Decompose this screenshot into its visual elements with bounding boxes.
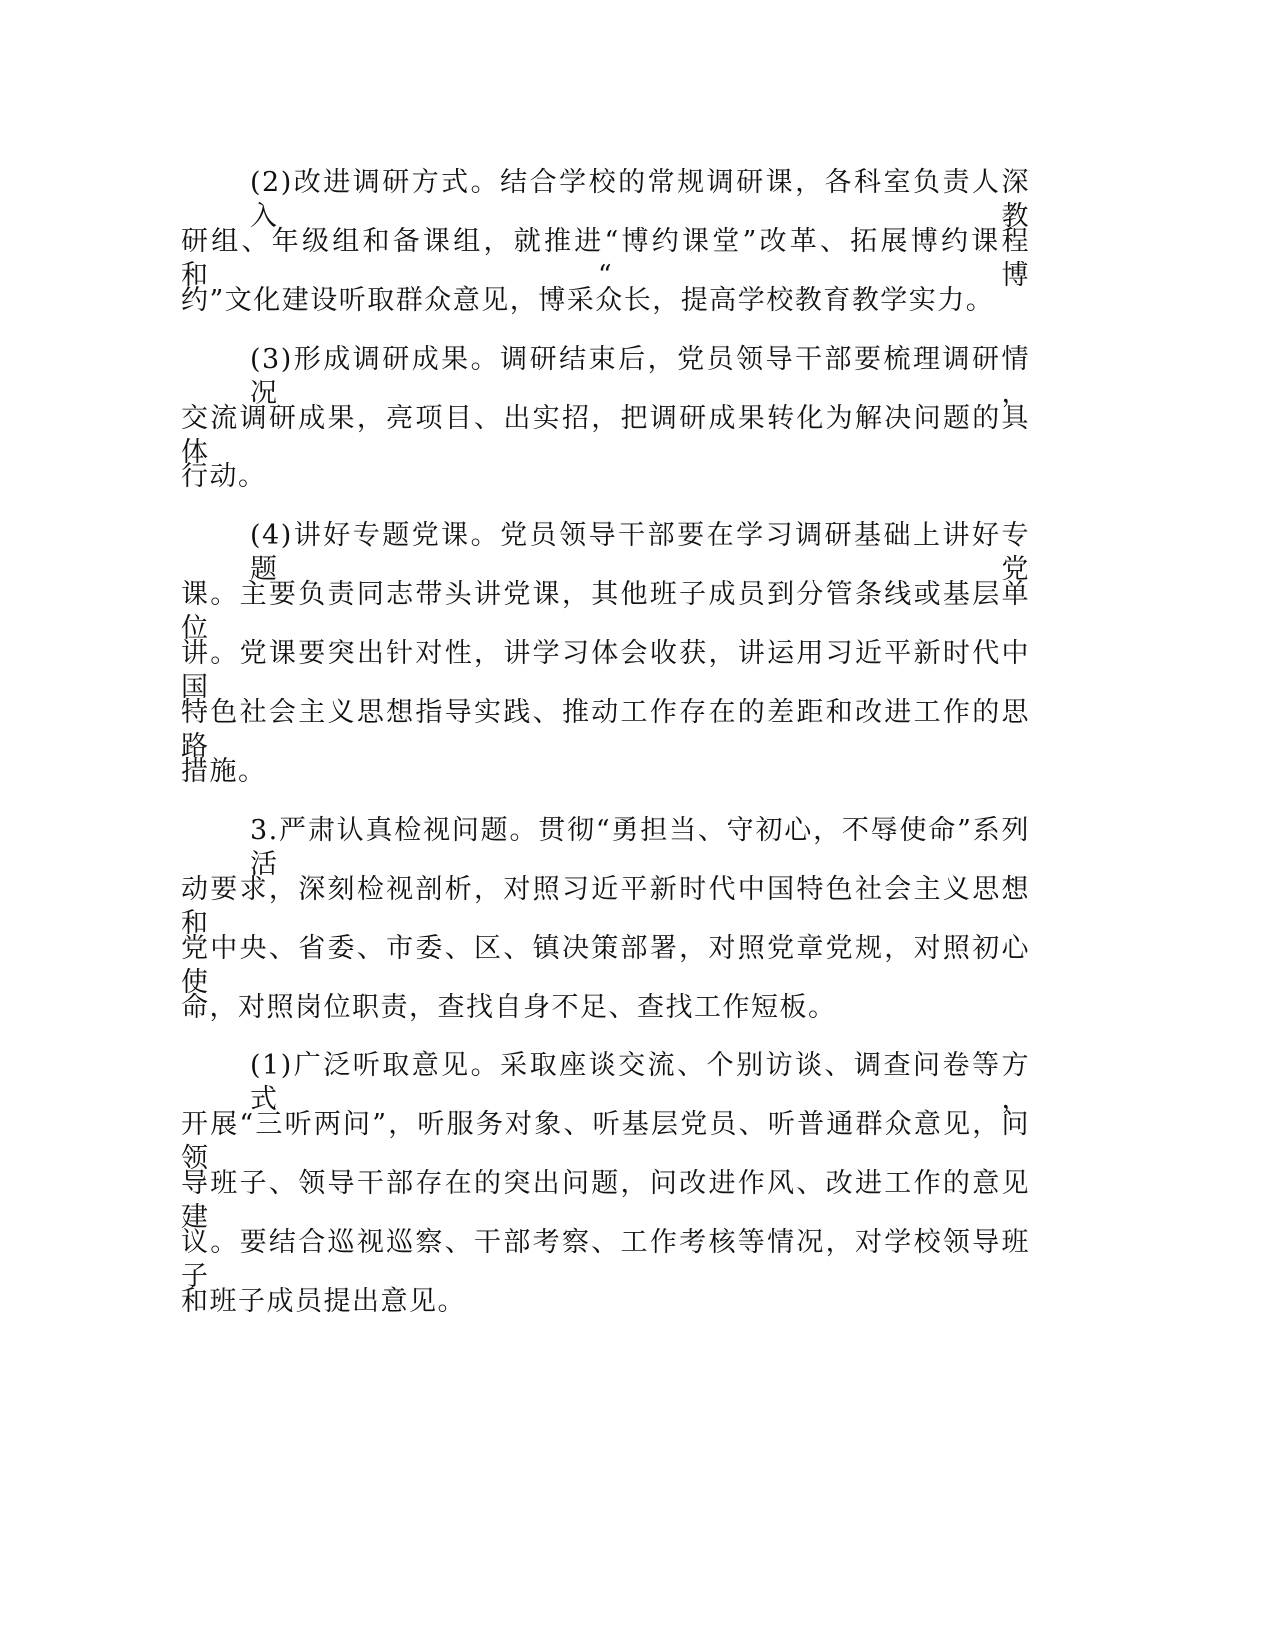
- text-line: (1)广泛听取意见。采取座谈交流、个别访谈、调查问卷等方式，: [250, 1050, 1030, 1115]
- text-line: 讲。党课要突出针对性，讲学习体会收获，讲运用习近平新时代中国: [181, 638, 1030, 703]
- text-line: 开展“三听两问”，听服务对象、听基层党员、听普通群众意见，问领: [181, 1109, 1030, 1174]
- text-line: 行动。: [181, 461, 267, 492]
- text-line: (2)改进调研方式。结合学校的常规调研课，各科室负责人深入教: [250, 167, 1030, 232]
- text-line: 交流调研成果，亮项目、出实招，把调研成果转化为解决问题的具体: [181, 403, 1030, 468]
- text-line: (3)形成调研成果。调研结束后，党员领导干部要梳理调研情况，: [250, 344, 1030, 409]
- text-line: 动要求，深刻检视剖析，对照习近平新时代中国特色社会主义思想和: [181, 874, 1030, 939]
- text-line: 约”文化建设听取群众意见，博采众长，提高学校教育教学实力。: [181, 285, 995, 316]
- text-line: (4)讲好专题党课。党员领导干部要在学习调研基础上讲好专题党: [250, 520, 1030, 585]
- text-line: 和班子成员提出意见。: [181, 1286, 466, 1317]
- text-line: 命，对照岗位职责，查找自身不足、查找工作短板。: [181, 992, 837, 1023]
- text-line: 3.严肃认真检视问题。贯彻“勇担当、守初心，不辱使命”系列活: [250, 815, 1030, 880]
- text-line: 党中央、省委、市委、区、镇决策部署，对照党章党规，对照初心使: [181, 933, 1030, 998]
- text-line: 导班子、领导干部存在的突出问题，问改进作风、改进工作的意见建: [181, 1168, 1030, 1233]
- text-line: 研组、年级组和备课组，就推进“博约课堂”改革、拓展博约课程和“博: [181, 226, 1030, 291]
- text-line: 措施。: [181, 756, 267, 787]
- text-line: 议。要结合巡视巡察、干部考察、工作考核等情况，对学校领导班子: [181, 1227, 1030, 1292]
- text-line: 课。主要负责同志带头讲党课，其他班子成员到分管条线或基层单位: [181, 579, 1030, 644]
- text-line: 特色社会主义思想指导实践、推动工作存在的差距和改进工作的思路: [181, 697, 1030, 762]
